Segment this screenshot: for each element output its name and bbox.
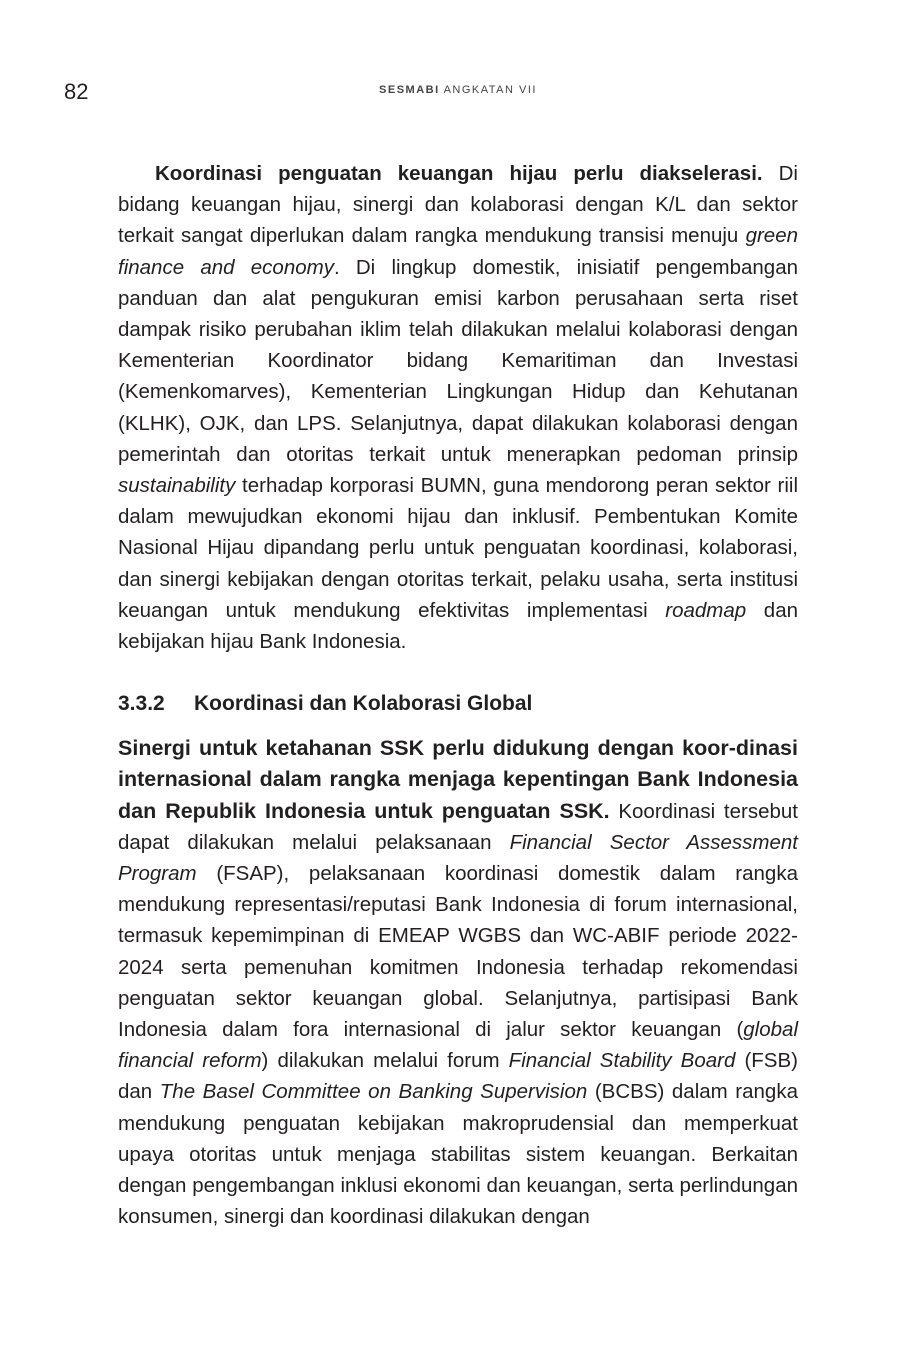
body-text — [118, 158, 798, 1233]
italic-term: global financial reform — [118, 1018, 798, 1073]
text-run: (FSB) dan — [118, 1049, 798, 1104]
text-run: . Di lingkup domestik, inisiatif pengembangan panduan dan alat pengukuran emisi karbon perusahaan serta riset dampak risiko perubahan iklim telah dilakukan melalui kolaborasi dengan Kementerian Koordinator bidang Kemaritiman dan Investasi (Kemenkomarves), Kementerian Lingkungan Hidup dan Kehutanan (KLHK), OJK, dan LPS. Selanjutnya, dapat dilakukan kolaborasi dengan pemerintah dan otoritas terkait untuk menerapkan pedoman prinsip — [118, 255, 798, 466]
section-title: Koordinasi dan Kolaborasi Global — [194, 692, 533, 716]
paragraph-lead: Sinergi untuk ketahanan SSK perlu didukung dengan koor-dinasi internasional dalam rangka menjaga kepentingan Bank Indonesia dan Republik Indonesia untuk penguatan SSK. — [118, 736, 798, 823]
running-header-title: SESMABI — [379, 84, 440, 96]
text-run: Koordinasi tersebut dapat dilakukan melalui pelaksanaan — [118, 799, 798, 854]
paragraph-lead: Koordinasi penguatan keuangan hijau perlu diakselerasi. — [155, 162, 763, 185]
italic-term: Financial Stability Board — [508, 1049, 736, 1073]
italic-term: roadmap — [665, 598, 747, 622]
paragraph-global-coordination — [118, 733, 798, 1232]
page-number: 82 — [64, 79, 89, 104]
italic-term: green finance and economy — [118, 224, 798, 279]
text-run: terhadap korporasi BUMN, guna mendorong peran sektor riil dalam mewujudkan ekonomi hijau dan inklusif. Pembentukan Komite Nasional Hijau dipandang perlu untuk penguatan koordinasi, kolaborasi, dan sinergi kebijakan dengan otoritas terkait, pelaku usaha, serta institusi keuangan untuk mendukung efektivitas implementasi — [118, 474, 798, 622]
text-run: dan kebijakan hijau Bank Indonesia. — [118, 598, 798, 654]
italic-term: sustainability — [118, 474, 236, 498]
running-header — [0, 84, 916, 96]
text-run: Di bidang keuangan hijau, sinergi dan kolaborasi dengan K/L dan sektor terkait sangat diperlukan dalam rangka mendukung transisi menuju — [118, 162, 798, 248]
section-heading — [118, 689, 798, 719]
italic-term: The Basel Committee on Banking Supervision — [159, 1080, 588, 1104]
text-run: (BCBS) dalam rangka mendukung penguatan kebijakan makroprudensial dan memperkuat upaya otoritas untuk menjaga stabilitas sistem keuangan. Berkaitan dengan pengembangan inklusi ekonomi dan keuangan, serta perlindungan konsumen, sinergi dan koordinasi dilakukan dengan — [118, 1080, 798, 1229]
paragraph-green-finance — [118, 158, 798, 657]
italic-term: Financial Sector Assessment Program — [118, 830, 798, 886]
text-run: (FSAP), pelaksanaan koordinasi domestik dalam rangka mendukung representasi/reputasi Bank Indonesia di forum internasional, termasuk kepemimpinan di EMEAP WGBS dan WC-ABIF periode 2022-2024 serta pemenuhan komitmen Indonesia terhadap rekomendasi penguatan sektor keuangan global. Selanjutnya, partisipasi Bank Indonesia dalam fora internasional di jalur sektor keuangan ( — [118, 862, 798, 1042]
running-header-subtitle: ANGKATAN VII — [439, 84, 537, 96]
section-number: 3.3.2 — [118, 692, 165, 716]
text-run: ) dilakukan melalui forum — [261, 1049, 509, 1073]
